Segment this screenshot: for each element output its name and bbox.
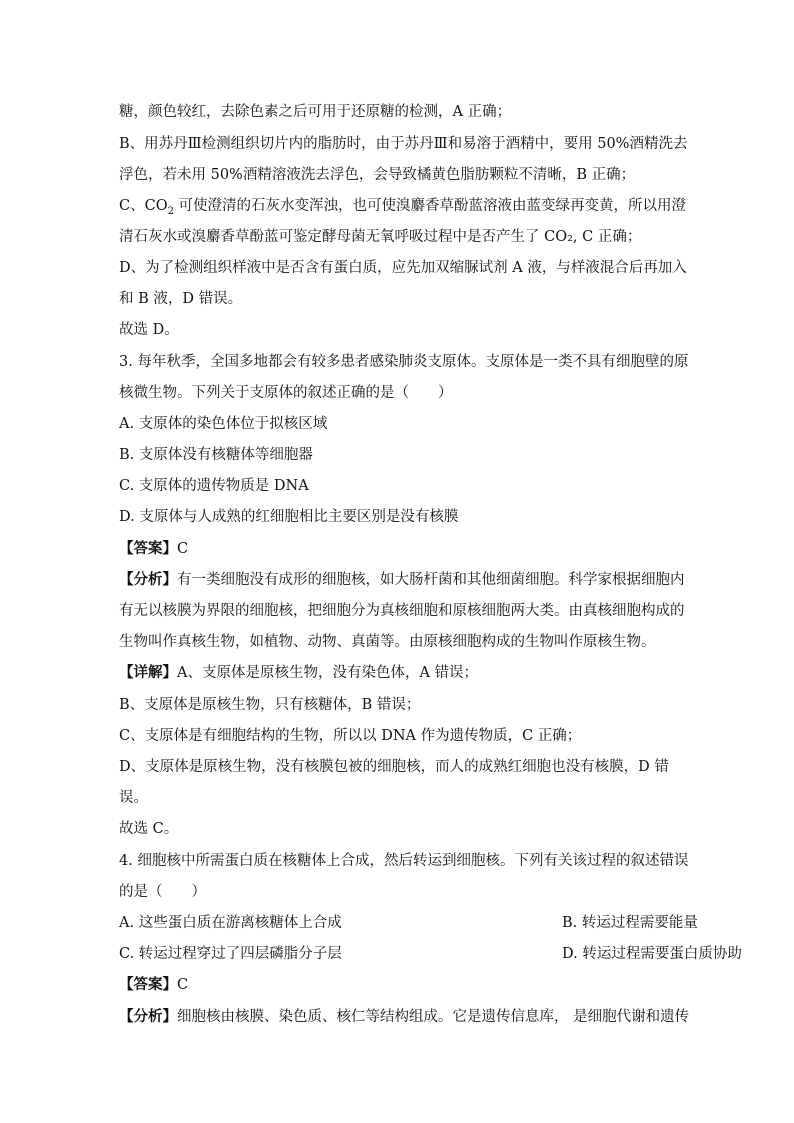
co2-subscript: 2 (167, 205, 174, 217)
analysis-text: 细胞核由核膜、染色质、核仁等结构组成。它是遗传信息库， 是细胞代谢和遗传 (177, 1009, 690, 1025)
analysis-tag: 【分析】 (119, 1008, 177, 1025)
text-line: B、用苏丹Ⅲ检测组织切片内的脂肪时，由于苏丹Ⅲ和易溶于酒精中，要用 50%酒精洗去 (119, 136, 688, 152)
option-b: B. 转运过程需要能量 (562, 915, 698, 931)
answer-line (119, 539, 679, 559)
text-line: 生物叫作真核生物，如植物、动物、真菌等。由原核细胞构成的生物叫作原核生物。 (119, 634, 656, 650)
option-c: C. 支原体的遗传物质是 DNA (119, 478, 309, 494)
text-line: C、支原体是有细胞结构的生物，所以以 DNA 作为遗传物质，C 正确； (119, 728, 582, 744)
option-a: A. 支原体的染色体位于拟核区域 (119, 416, 328, 432)
text-line: D、为了检测组织样液中是否含有蛋白质，应先加双缩脲试剂 A 液，与样液混合后再加入 (119, 260, 687, 276)
detail-line (119, 663, 679, 683)
option-a: A. 这些蛋白质在游离核糖体上合成 (119, 915, 342, 931)
answer-tag: 【答案】 (119, 540, 177, 557)
co2-prefix: C、CO (119, 198, 168, 214)
analysis-text: 有一类细胞没有成形的细胞核，如大肠杆菌和其他细菌细胞。科学家根据细胞内 (177, 572, 685, 588)
analysis-line (119, 1007, 690, 1027)
option-row (119, 944, 742, 964)
text-line: 故选 D。 (119, 322, 179, 338)
option-d: D. 支原体与人成熟的红细胞相比主要区别是没有核膜 (119, 509, 459, 525)
text-line: D、支原体是原核生物，没有核膜包被的细胞核，而人的成熟红细胞也没有核膜，D 错 (119, 759, 669, 775)
answer-tag: 【答案】 (119, 976, 177, 993)
co2-line (119, 196, 687, 222)
detail-text: A、支原体是原核生物，没有染色体，A 错误； (177, 665, 479, 681)
option-row (119, 913, 698, 933)
text-line: 清石灰水或溴麝香草酚蓝可鉴定酵母菌无氧呼吸过程中是否产生了 CO₂, C 正确； (119, 229, 642, 245)
text-line: 糖，颜色较红，去除色素之后可用于还原糖的检测，A 正确； (119, 104, 512, 120)
option-d: D. 转运过程需要蛋白质协助 (562, 946, 742, 962)
text-line: B、支原体是原核生物，只有核糖体，B 错误； (119, 697, 421, 713)
question-4-stem: 的是（ ） (119, 884, 206, 900)
text-line: 误。 (119, 790, 148, 806)
analysis-line (119, 570, 685, 590)
text-line: 和 B 液，D 错误。 (119, 291, 243, 307)
question-3-stem: 3. 每年秋季，全国多地都会有较多患者感染肺炎支原体。支原体是一类不具有细胞壁的原 (119, 354, 689, 370)
answer-line (119, 975, 679, 995)
text-line: 故选 C。 (119, 821, 179, 837)
analysis-tag: 【分析】 (119, 571, 177, 588)
option-b: B. 支原体没有核糖体等细胞器 (119, 447, 313, 463)
option-c: C. 转运过程穿过了四层磷脂分子层 (119, 946, 342, 962)
co2-suffix: 可使澄清的石灰水变浑浊，也可使溴麝香草酚蓝溶液由蓝变绿再变黄，所以用澄 (173, 198, 687, 214)
text-line: 有无以核膜为界限的细胞核，把细胞分为真核细胞和原核细胞两大类。由真核细胞构成的 (119, 603, 685, 619)
answer-value: C (177, 977, 189, 993)
question-4-stem: 4. 细胞核中所需蛋白质在核糖体上合成，然后转运到细胞核。下列有关该过程的叙述错误 (119, 853, 689, 869)
answer-value: C (177, 541, 189, 557)
text-line: 浮色，若未用 50%酒精溶液洗去浮色，会导致橘黄色脂肪颗粒不清晰，B 正确； (119, 167, 636, 183)
question-3-stem: 核微生物。下列关于支原体的叙述正确的是（ ） (119, 385, 453, 401)
detail-tag: 【详解】 (119, 664, 177, 681)
